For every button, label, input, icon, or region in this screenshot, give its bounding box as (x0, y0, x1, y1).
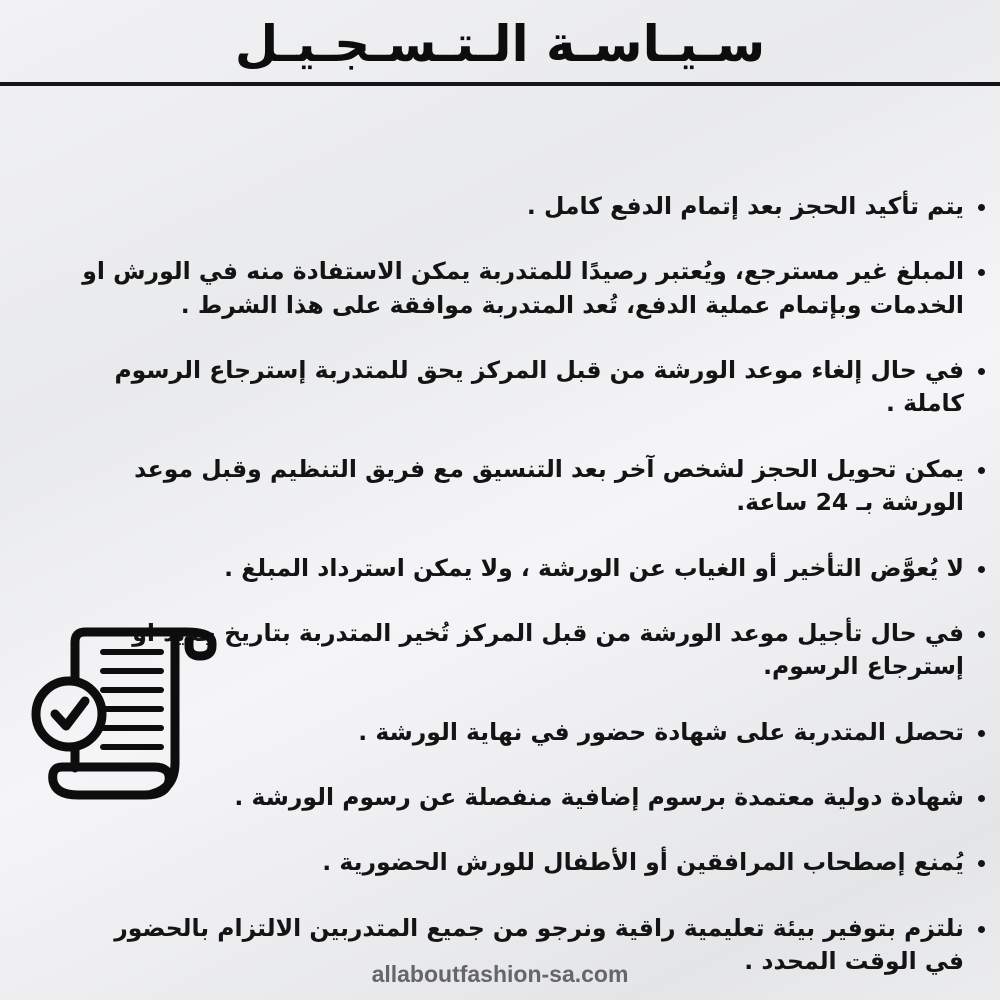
policy-item-1: • يتم تأكيد الحجز بعد إتمام الدفع كامل . (70, 190, 964, 223)
page-title: سـيـاسـة الـتـسـجـيـل (234, 15, 766, 73)
header (0, 0, 1000, 86)
scroll-check-icon (28, 610, 218, 810)
document-text-lines (103, 652, 161, 747)
policy-item-8: • شهادة دولية معتمدة برسوم إضافية منفصلة عن رسوم الورشة . (70, 781, 964, 814)
policy-item-10: • نلتزم بتوفير بيئة تعليمية راقية ونرجو من جميع المتدربين الالتزام بالحضور في الوقت المحدد . (70, 912, 964, 979)
policy-item-5: • لا يُعوَّض التأخير أو الغياب عن الورشة ، ولا يمكن استرداد المبلغ . (70, 552, 964, 585)
policy-item-6: • في حال تأجيل موعد الورشة من قبل المركز تُخير المتدربة بتاريخ جديد او إسترجاع الرسوم. (70, 617, 964, 684)
policy-item-4: • يمكن تحويل الحجز لشخص آخر بعد التنسيق مع فريق التنظيم وقبل موعد الورشة بـ 24 ساعة. (70, 453, 964, 520)
policy-item-3: • في حال إلغاء موعد الورشة من قبل المركز يحق للمتدربة إسترجاع الرسوم كاملة . (70, 354, 964, 421)
policy-item-2: • المبلغ غير مسترجع، ويُعتبر رصيدًا للمتدربة يمكن الاستفادة منه في الورش او الخدمات وبإتمام عملية الدفع، تُعد المتدربة موافقة على هذا الشرط . (70, 255, 964, 322)
title-divider (0, 82, 1000, 86)
policy-list (0, 190, 1000, 978)
website-footer: allaboutfashion-sa.com (371, 961, 629, 987)
policy-item-7: • تحصل المتدربة على شهادة حضور في نهاية الورشة . (70, 716, 964, 749)
policy-item-9: • يُمنع إصطحاب المرافقين أو الأطفال للورش الحضورية . (70, 846, 964, 879)
